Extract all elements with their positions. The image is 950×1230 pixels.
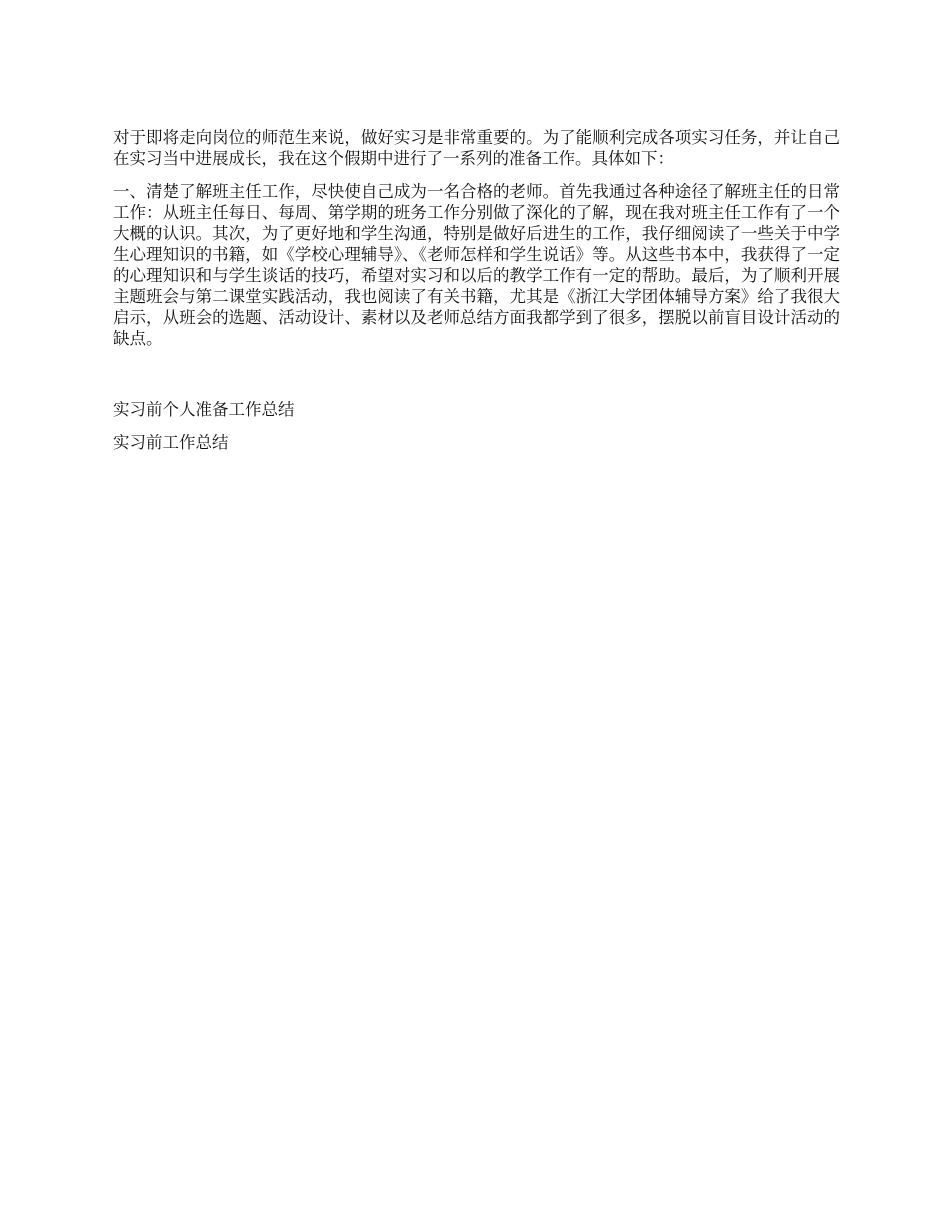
intro-paragraph: 对于即将走向岗位的师范生来说，做好实习是非常重要的。为了能顺利完成各项实习任务，并让自己在实习当中进展成长，我在这个假期中进行了一系列的准备工作。具体如下：: [113, 128, 840, 168]
document-page: [113, 127, 840, 453]
section-spacer: [113, 349, 840, 399]
section-one-paragraph: 一、清楚了解班主任工作，尽快使自己成为一名合格的老师。首先我通过各种途径了解班主任的日常工作：从班主任每日、每周、第学期的班务工作分别做了深化的了解，现在我对班主任工作有了一个大概的认识。其次，为了更好地和学生沟通，特别是做好后进生的工作，我仔细阅读了一些关于中学生心理知识的书籍，如《学校心理辅导》、《老师怎样和学生说话》等。从这些书本中，我获得了一定的心理知识和与学生谈话的技巧，希望对实习和以后的教学工作有一定的帮助。最后，为了顺利开展主题班会与第二课堂实践活动，我也阅读了有关书籍，尤其是《浙江大学团体辅导方案》给了我很大启示，从班会的选题、活动设计、素材以及老师总结方面我都学到了很多，摆脱以前盲目设计活动的缺点。: [113, 182, 840, 348]
related-title-1: 实习前个人准备工作总结: [113, 400, 295, 419]
related-title-2: 实习前工作总结: [113, 433, 229, 452]
